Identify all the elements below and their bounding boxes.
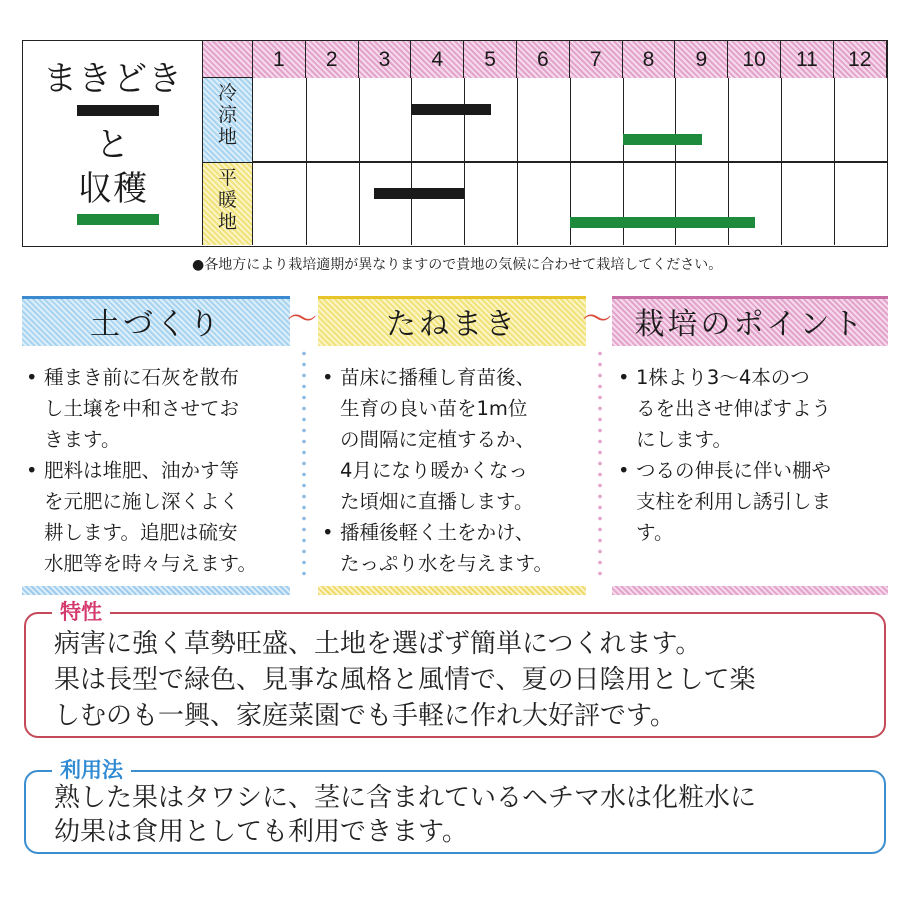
month-header-cell: 11	[781, 41, 834, 78]
list-item: • 苗床に播種し育苗後、 生育の良い苗を1m位 の間隔に定植するか、 4月になり暖かくなっ た頃畑に直播します。	[320, 362, 590, 517]
sowing-instructions	[320, 362, 590, 579]
month-header-cell: 4	[411, 41, 464, 78]
traits-line: 果は長型で緑色、見事な風格と風情で、夏の日陰用として楽	[54, 665, 756, 695]
list-item: • 1株より3～4本のつ るを出させ伸ばすよう にします。	[616, 362, 886, 455]
decorative-stripe	[612, 586, 888, 595]
decorative-stripe	[318, 586, 586, 595]
traits-box	[24, 600, 886, 738]
month-grid-line	[359, 78, 360, 245]
soil-instructions	[24, 362, 294, 579]
month-header-row	[203, 41, 887, 78]
month-grid-line	[834, 78, 835, 245]
sowing-period-bar	[374, 188, 464, 199]
section-title-points: 栽培のポイント	[612, 296, 888, 346]
month-grid-line	[464, 78, 465, 245]
list-item: • 播種後軽く土をかけ、 たっぷり水を与えます。	[320, 517, 590, 579]
month-header-cell: 9	[675, 41, 728, 78]
region-cold-label: 冷 涼 地	[203, 78, 253, 163]
harvest-period-bar	[623, 134, 702, 145]
month-header-cell: 2	[306, 41, 359, 78]
month-header-cell: 6	[517, 41, 570, 78]
legend-harvest-bar	[77, 214, 159, 225]
legend-and-label: と	[95, 125, 131, 165]
month-header-cell: 5	[464, 41, 517, 78]
dotted-divider	[301, 348, 307, 580]
traits-line: 病害に強く草勢旺盛、土地を選ばず簡単につくれます。	[54, 629, 702, 659]
decorative-stripe	[22, 586, 290, 595]
sowing-period-bar	[411, 104, 490, 115]
legend-harvest-label: 収穫	[78, 169, 148, 209]
region-warm-label: 平 暖 地	[203, 163, 253, 245]
list-item: • 種まき前に石灰を散布 し土壌を中和させてお きます。	[24, 362, 294, 455]
legend-sow-bar	[77, 105, 159, 116]
month-header-cell: 10	[728, 41, 781, 78]
list-item: • 肥料は堆肥、油かす等 を元肥に施し深くよく 耕します。追肥は硫安 水肥等を時々与えます。	[24, 455, 294, 579]
section-title-sowing: たねまき	[318, 296, 586, 346]
month-grid-line	[781, 78, 782, 245]
month-grid-line	[411, 78, 412, 245]
legend-sow-label: まきどき	[43, 59, 183, 99]
tilde-separator: ～	[582, 302, 612, 337]
month-header-cell: 12	[834, 41, 887, 78]
month-grid-line	[306, 78, 307, 245]
dotted-divider	[597, 348, 603, 580]
month-grid-line	[517, 78, 518, 245]
harvest-period-bar	[570, 217, 755, 228]
tilde-separator: ～	[287, 302, 317, 337]
month-header-cell: 7	[570, 41, 623, 78]
calendar-legend	[23, 41, 203, 245]
traits-line: しむのも一興、家庭菜園でも手軽に作れ大好評です。	[54, 701, 676, 731]
usage-box	[24, 758, 886, 854]
usage-line: 熟した果はタワシに、茎に含まれているヘチマ水は化粧水に	[54, 783, 757, 813]
cultivation-calendar	[22, 40, 888, 247]
month-header-cell: 1	[253, 41, 306, 78]
month-header-cell: 8	[623, 41, 676, 78]
calendar-note: ●各地方により栽培適期が異なりますので貴地の気候に合わせて栽培してください。	[192, 257, 723, 273]
section-title-soil: 土づくり	[22, 296, 290, 346]
list-item: • つるの伸長に伴い棚や 支柱を利用し誘引しま す。	[616, 455, 886, 548]
usage-line: 幼果は食用としても利用できます。	[54, 817, 468, 847]
traits-title: 特性	[52, 599, 110, 625]
usage-title: 利用法	[52, 757, 131, 783]
month-header-cell: 3	[359, 41, 412, 78]
point-instructions	[616, 362, 886, 548]
